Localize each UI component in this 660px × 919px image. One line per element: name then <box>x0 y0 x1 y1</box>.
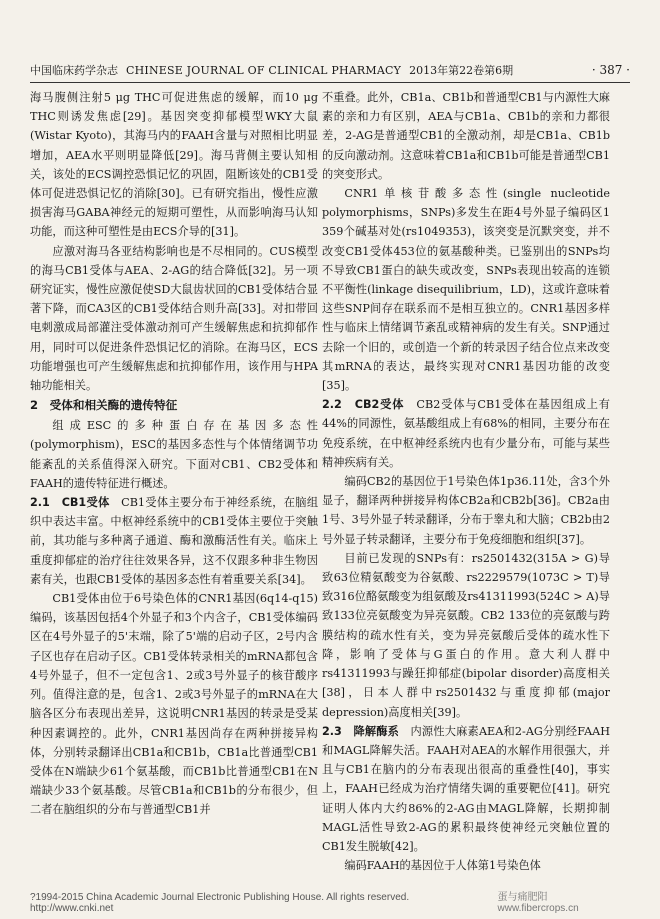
issue-info: 2013年第22卷第6期 <box>409 64 514 77</box>
paragraph: 编码FAAH的基因位于人体第1号染色体 <box>344 859 541 873</box>
subsection-text: CB1受体主要分布于神经系统，在脑组织中表达丰富。中枢神经系统中的CB1受体主要位于突触前，其功能与多种离子通道、酶和激酶活性有关。临床上重度抑郁症的治疗往往效果各异，这不仅跟多种非生物因素有关，也跟CB1受体的基因多态性有着重要关系[34]。 <box>30 496 319 586</box>
page-header <box>30 60 630 80</box>
subsection-heading: 2.2 CB2受体 <box>322 398 405 412</box>
right-column <box>322 88 610 875</box>
section-heading: 2 受体和相关酶的遗传特征 <box>30 398 178 413</box>
paragraph: CNR1单核苷酸多态性(single nucleotide polymorphisms，SNPs)多发生在距4号外显子编码区1 359个碱基对处(rs1049353)，该突变是沉默突变，并不改变CB1受体453位的氨基酸种类。已鉴别出的SNPs均不导致CB1蛋白的缺失或改变，SNPs表现出较高的连锁不平衡性(linkage disequilibrium，LD)，这或许意味着这些SNP间存在联系而不是相互独立的。CNR1基因多样性与临床上情绪调节紊乱或精神病的发生有关。SNP通过去除一个旧的，或创造一个新的转录因子结合位点来改变其mRNA的表达，最终实现对CNR1基因功能的改变[35]。 <box>322 187 610 393</box>
subsection-text: 内源性大麻素AEA和2-AG分别经FAAH和MAGL降解失活。FAAH对AEA的水解作用很强大，并且与CB1在脑内的分布表现出很高的重叠性[40]，事实上，FAAH已经成为治疗情绪失调的重要靶位[41]。研究证明人体内大约86%的2-AG由MAGL降解，长期抑制MAGL活性导致2-AG的累积最终使神经元突触位置的CB1发生脱敏[42]。 <box>322 724 610 853</box>
page-number: · 387 · <box>591 63 630 77</box>
subsection-heading: 2.3 降解酶系 <box>322 724 400 738</box>
left-column <box>30 88 318 820</box>
paragraph: 不重叠。此外，CB1a、CB1b和普通型CB1与内源性大麻素的亲和力有区别，AEA与CB1a、CB1b的亲和力都很差，2-AG是普通型CB1的全激动剂，却是CB1a、CB1b的反向激动剂。这意味着CB1a和CB1b可能是普通型CB1的突变形式。 <box>322 91 610 181</box>
journal-title-en: CHINESE JOURNAL OF CLINICAL PHARMACY <box>126 63 402 77</box>
page-footer <box>30 888 630 914</box>
paragraph: 目前已发现的SNPs有：rs2501432(315A > G)导致63位精氨酸变为谷氨酸、rs2229579(1073C > T)导致316位酪氨酸变为组氨酸及rs41311993(524C > A)导致133位亮氨酸变为异亮氨酸。CB2 133位的亮氨酸与跨膜结构的疏水性有关，变为异亮氨酸后受体的疏水性下降，影响了受体与G蛋白的作用。意大利人群中rs41311993与躁狂抑郁症(bipolar disorder)高度相关[38]，日本人群中rs2501432与重度抑郁(major depression)高度相关[39]。 <box>322 551 610 719</box>
paragraph: 编码CB2的基因位于1号染色体1p36.11处，含3个外显子，翻译两种拼接异构体CB2a和CB2b[36]。CB2a由1号、3号外显子转录翻译，分布于睾丸和大脑；CB2b由2号外显子转录翻译，主要分布于免疫细胞和组织[37]。 <box>322 475 610 546</box>
paragraph: 海马腹侧注射5 μg THC可促进焦虑的缓解，而10 μg THC则诱发焦虑[29]。基因突变抑郁模型WKY大鼠(Wistar Kyoto)，其海马内的FAAH含量与对照相比明显增加，AEA水平则明显降低[29]。海马背侧主要认知相关，该处的ECS调控恐惧记忆的巩固，阻断该处的CB1受体可促进恐惧记忆的消除[30]。已有研究指出，慢性应激损害海马GABA神经元的短期可塑性，从而影响海马认知功能，而这种可塑性是由ECS介导的[31]。 <box>30 91 318 239</box>
copyright-notice: ?1994-2015 China Academic Journal Electronic Publishing House. All rights reserved. http://www.cnki.net <box>30 892 420 914</box>
paragraph: CB1受体由位于6号染色体的CNR1基因(6q14-q15)编码，该基因包括4个外显子和3个内含子，CB1受体编码区在4号外显子的5'末端，除了5'端的启动子区，2号内含子区也存在启动子区。CB1受体转录相关的mRNA都包含4号外显子，但不一定包含1、2或3号外显子的核苷酸序列。值得注意的是，包含1、2或3号外显子的mRNA在大脑各区分布表现出差异，这说明CNR1基因的转录是受某种因素调控的。此外，CNR1基因尚存在两种拼接异构体，分别转录翻译出CB1a和CB1b，CB1a比普通型CB1受体在N端缺少61个氨基酸，而CB1b比普通型CB1在N端缺少33个氨基酸。尽管CB1a和CB1b的分布很少，但二者在脑组织的分布与普通型CB1并 <box>30 592 318 817</box>
paragraph: 应激对海马各亚结构影响也是不尽相同的。CUS模型的海马CB1受体与AEA、2-AG的结合降低[32]。另一项研究证实，慢性应激促使SD大鼠齿状回的CB1受体结合显著下降，而CA3区的CB1受体结合则升高[33]。对扣带回电刺激成局部灌注受体激动剂可产生缓解焦虑和抗抑郁作用，同时可以促进条件恐惧记忆的消除。在海马区，ECS功能增强也可产生缓解焦虑和抗抑郁作用，该作用与HPA轴功能相关。 <box>30 244 318 393</box>
header-rule <box>30 82 630 83</box>
journal-title-cn: 中国临床药学杂志 <box>30 64 118 77</box>
watermark: 蛋与痛肥阳 www.fibercrops.cn <box>497 892 579 914</box>
subsection-heading: 2.1 CB1受体 <box>30 496 110 510</box>
paragraph: 组成ESC的多种蛋白存在基因多态性(polymorphism)，ESC的基因多态性与个体情绪调节功能紊乱的关系值得深入研究。下面对CB1、CB2受体和FAAH的遗传特征进行概述。 <box>30 419 318 490</box>
subsection-text: CB2受体与CB1受体在基因组成上有44%的同源性，氨基酸组成上有68%的相同，主要分布在免疫系统，在中枢神经系统内也有少量分布，可能与某些精神疾病有关。 <box>322 398 610 469</box>
